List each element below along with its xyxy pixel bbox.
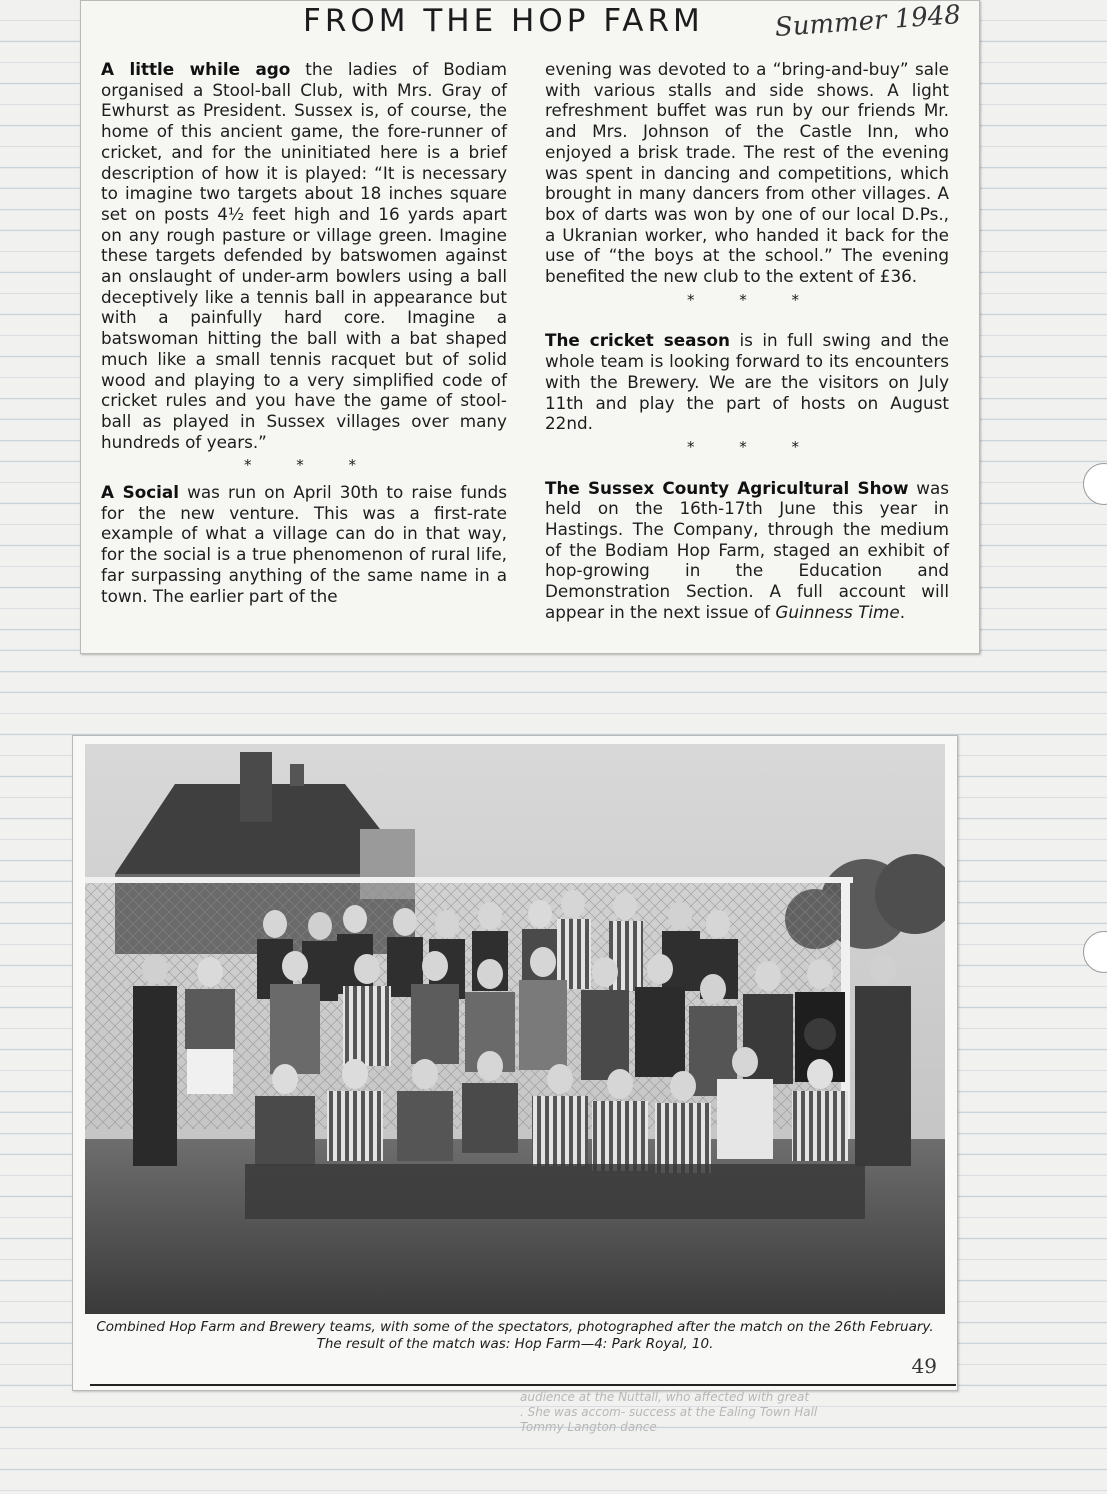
paragraph-social (101, 482, 507, 606)
paragraph-lead: A little while ago (101, 59, 291, 79)
team-photo-illustration (85, 744, 945, 1314)
paragraph-text: was held on the 16th-17th June this year in Hastings. The Company, through the medium of the Bodiam Hop Farm, staged an exhibit of hop-growing in the Education and Demonstration Section. A full account will appear in the next issue of (545, 477, 949, 622)
publication-title: Guinness Time (775, 601, 900, 622)
article-column-left (101, 59, 507, 606)
handwritten-page-number: 49 (911, 1354, 937, 1378)
paragraph-bring-and-buy (545, 59, 949, 287)
paragraph-stoolball (101, 59, 507, 452)
headline: FROM THE HOP FARM (303, 3, 704, 39)
newspaper-clipping-article (80, 0, 980, 654)
photo-caption (73, 1319, 957, 1353)
paragraph-text: evening was devoted to a “bring-and-buy” sale with various stalls and side shows. A light refreshment buffet was run by our friends Mr. and Mrs. Johnson of the Castle Inn, who enjoyed a brisk trade. The rest of the evening was spent in dancing and competitions, which brought in many dancers from other villages. A box of darts was won by one of our local D.Ps., a Ukranian worker, who handed it back for the use of “the boys at the school.” The evening benefited the new club to the extent of £36. (545, 59, 949, 287)
paragraph-agricultural-show: The Sussex County Agricultural Show was held on the 16th-17th June this year in Hastings. The Company, through the medium of the Bodiam Hop Farm, staged an exhibit of hop-growing in the Education and Demonstration Section. A full account will appear in the next issue of Guinness Time. (545, 477, 949, 622)
handwritten-date: Summer 1948 (773, 0, 962, 43)
paragraph-cricket-season (545, 330, 949, 434)
paragraph-lead: A Social (101, 482, 179, 503)
paragraph-text: was run on April 30th to raise funds for the new venture. This was a first-rate example of what a village can do in that way, for the social is a true phenomenon of rural life, far surpassing anything of the same name in a town. The earlier part of the (101, 482, 507, 606)
caption-line-1: Combined Hop Farm and Brewery teams, with some of the spectators, photographed after the match on the 26th February. (96, 1319, 934, 1335)
paragraph-text: the ladies of Bodiam organised a Stool-ball Club, with Mrs. Gray of Ewhurst as President. Sussex is, of course, the home of this ancient game, the fore-runner of cricket, and for the uninitiated here is a brief description of how it is played: “It is necessary to imagine two targets about 18 inches square set on posts 4½ feet high and 16 yards apart on any rough pasture or village green. Imagine these targets defended by batswomen against an onslaught of under-arm bowlers using a ball deceptively like a tennis ball in appearance but with a painfully hard core. Imagine a batswoman hitting the ball with a bat shaped much like a small tennis racquet but of solid wood and playing to a very simplified code of cricket rules and you have the game of stool-ball as played in Sussex villages over many hundreds of years.” (101, 59, 507, 452)
section-divider: * * * (243, 456, 377, 475)
caption-line-2: The result of the match was: Hop Farm—4: Park Royal, 10. (316, 1336, 714, 1352)
section-divider: * * * (686, 290, 820, 309)
paragraph-lead: The Sussex County Agricultural Show (545, 477, 909, 498)
bleed-through-text: audience at the Nuttall, who affected with great . She was accom- success at the Ealing Town Hall Tommy Langton dance (520, 1390, 818, 1434)
team-photograph (85, 744, 945, 1314)
paragraph-text: is in full swing and the whole team is looking forward to its encounters with the Brewery. We are the visitors on July 11th and play the part of hosts on August 22nd. (545, 330, 950, 434)
article-column-right (545, 59, 949, 623)
punch-hole-top (1083, 463, 1107, 505)
section-divider: * * * (686, 437, 820, 456)
punch-hole-bottom (1083, 931, 1107, 973)
clipping-rule (90, 1384, 956, 1386)
photo-clipping (72, 735, 958, 1391)
paragraph-lead: The cricket season (545, 330, 730, 351)
